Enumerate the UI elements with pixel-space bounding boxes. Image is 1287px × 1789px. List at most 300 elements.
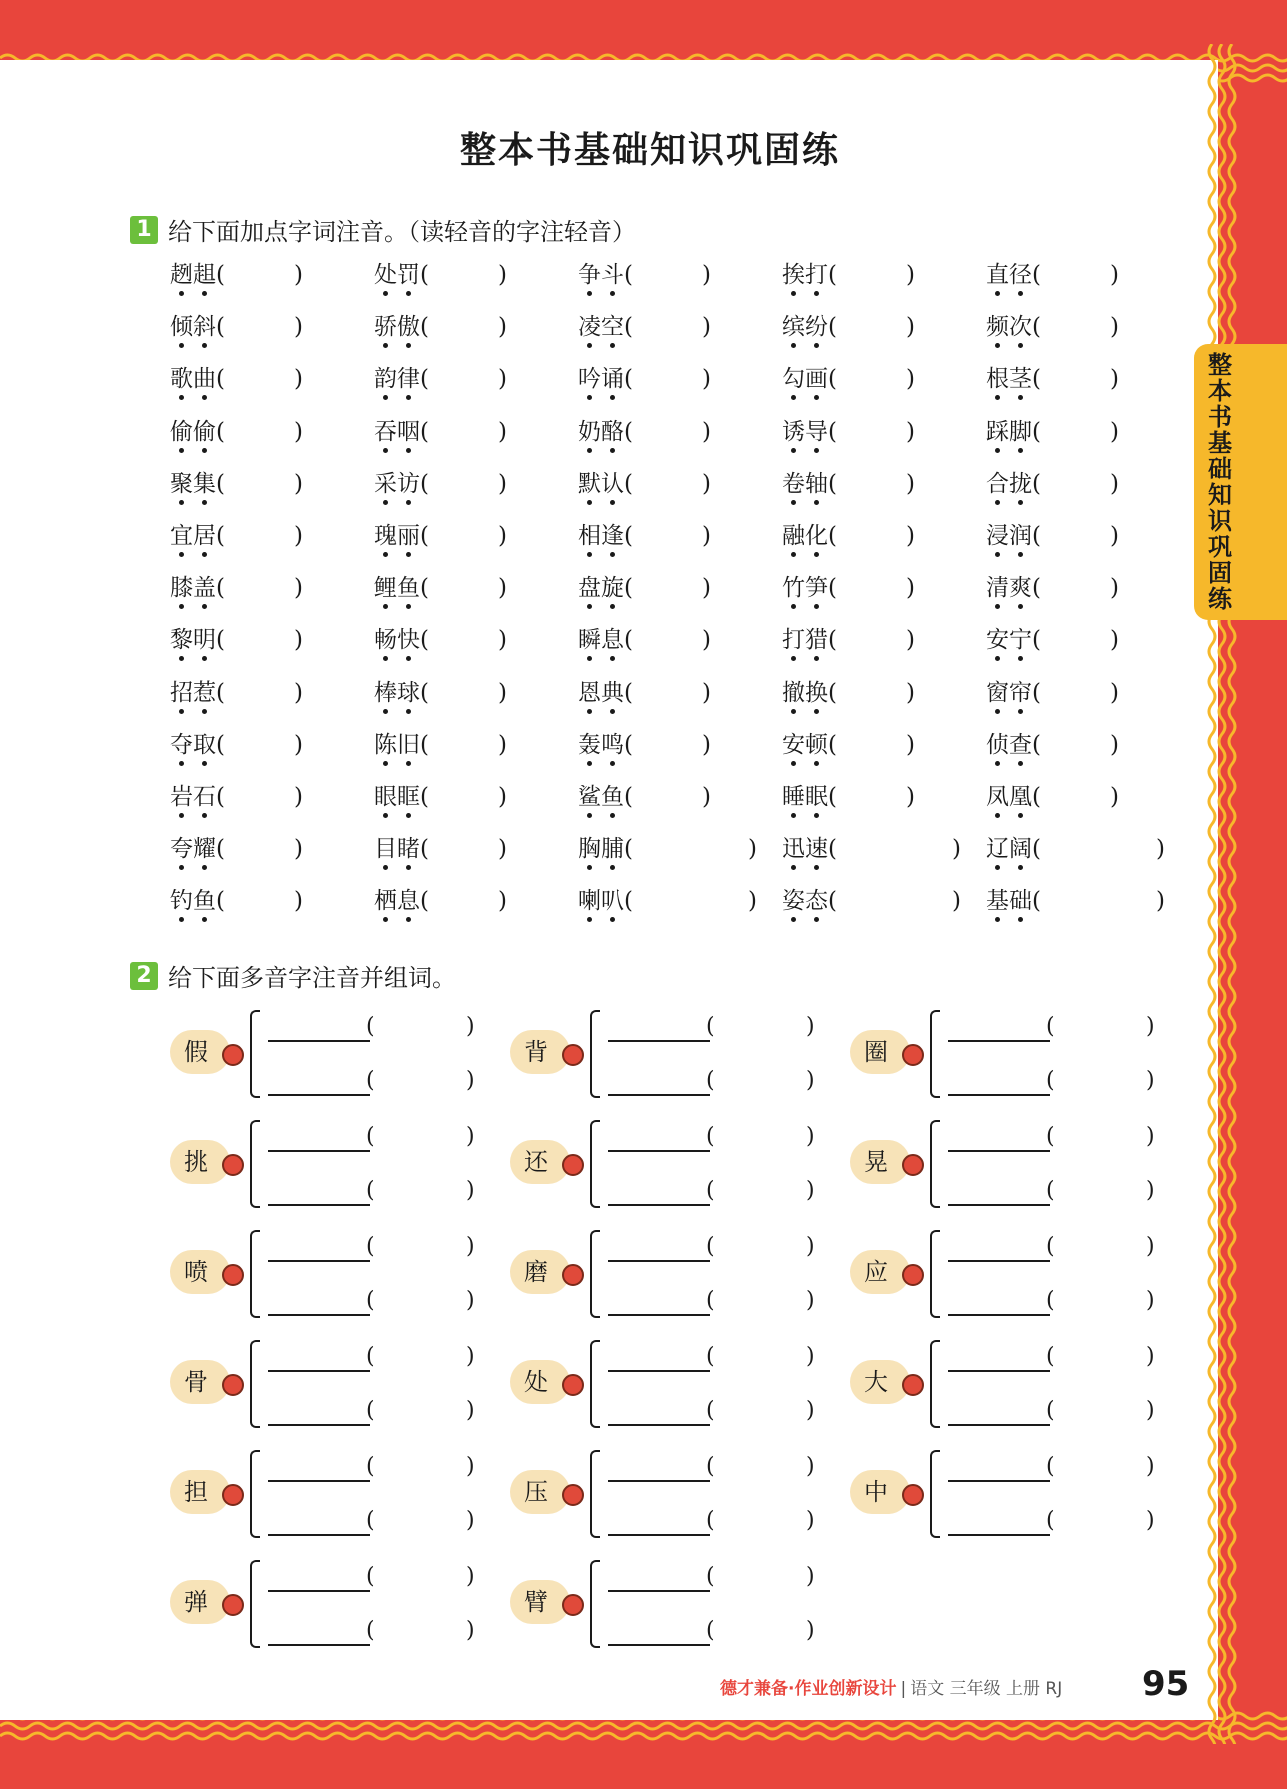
- emphasis-dot: [814, 761, 819, 766]
- emphasis-dot: [383, 813, 388, 818]
- pinyin-answer-blank[interactable]: (: [366, 1234, 375, 1259]
- polyphone-char: 骨: [170, 1360, 230, 1404]
- emphasis-dot: [179, 291, 184, 296]
- pinyin-word: 喇叭: [578, 882, 624, 915]
- word-answer-line[interactable]: [268, 1480, 370, 1482]
- brace-bracket: [590, 1560, 600, 1648]
- pinyin-answer-blank[interactable]: ( ): [420, 784, 507, 810]
- pinyin-answer-blank[interactable]: ( ): [216, 418, 303, 445]
- emphasis-dot: [610, 761, 615, 766]
- word-answer-line[interactable]: [608, 1590, 710, 1592]
- footer: [720, 1674, 1062, 1699]
- pinyin-answer-blank[interactable]: (: [706, 1068, 715, 1093]
- pinyin-answer-blank[interactable]: ( ): [420, 262, 507, 288]
- question-1-number: 1: [130, 216, 158, 244]
- word-answer-line[interactable]: [268, 1314, 370, 1316]
- pinyin-answer-blank[interactable]: ( ): [216, 627, 303, 654]
- pinyin-answer-blank[interactable]: ( ): [828, 679, 915, 706]
- apple-icon: [902, 1484, 924, 1506]
- brace-bracket: [930, 1230, 940, 1318]
- pinyin-item: [374, 778, 507, 811]
- emphasis-dot: [791, 291, 796, 296]
- pinyin-answer-blank[interactable]: ( ): [828, 888, 961, 915]
- pinyin-answer-blank[interactable]: (: [1046, 1014, 1055, 1039]
- pinyin-word: 棒球: [374, 674, 420, 707]
- pinyin-answer-blank[interactable]: ( ): [216, 784, 303, 810]
- pinyin-item: [578, 256, 711, 289]
- pinyin-answer-blank[interactable]: (: [1046, 1178, 1055, 1203]
- pinyin-answer-blank[interactable]: ( ): [1032, 836, 1165, 863]
- paren-close: ): [466, 1398, 475, 1423]
- apple-icon: [222, 1594, 244, 1616]
- pinyin-item: [986, 517, 1119, 550]
- emphasis-dot: [587, 552, 592, 557]
- pinyin-item: [170, 413, 303, 446]
- word-answer-line[interactable]: [268, 1150, 370, 1152]
- pinyin-answer-blank[interactable]: ( ): [420, 575, 507, 602]
- pinyin-word: 竹笋: [782, 569, 828, 602]
- pinyin-item: [578, 569, 711, 602]
- pinyin-word: 辽阔: [986, 830, 1032, 863]
- pinyin-answer-blank[interactable]: ( ): [828, 366, 915, 393]
- pinyin-word: 盘旋: [578, 569, 624, 602]
- pinyin-answer-blank[interactable]: ( ): [420, 627, 507, 654]
- polyphone-char: 大: [850, 1360, 910, 1404]
- word-answer-line[interactable]: [608, 1534, 710, 1536]
- pinyin-answer-blank[interactable]: (: [1046, 1454, 1055, 1479]
- pinyin-answer-blank[interactable]: ( ): [216, 366, 303, 393]
- pinyin-answer-blank[interactable]: (: [1046, 1344, 1055, 1369]
- emphasis-dot: [995, 448, 1000, 453]
- paren-close: ): [466, 1508, 475, 1533]
- pinyin-item: [374, 308, 507, 341]
- pinyin-word: 夸耀: [170, 830, 216, 863]
- pinyin-item: [986, 882, 1165, 915]
- word-answer-line[interactable]: [948, 1534, 1050, 1536]
- pinyin-answer-blank[interactable]: ( ): [1032, 366, 1119, 393]
- emphasis-dot: [814, 709, 819, 714]
- word-answer-line[interactable]: [268, 1644, 370, 1646]
- pinyin-answer-blank[interactable]: ( ): [624, 888, 757, 915]
- pinyin-answer-blank[interactable]: ( ): [828, 262, 915, 288]
- pinyin-word: 胸脯: [578, 830, 624, 863]
- pinyin-word: 倾斜: [170, 308, 216, 341]
- paren-close: ): [466, 1068, 475, 1093]
- word-answer-line[interactable]: [608, 1480, 710, 1482]
- pinyin-answer-blank[interactable]: (: [706, 1014, 715, 1039]
- pinyin-item: [374, 830, 507, 863]
- brace-bracket: [930, 1340, 940, 1428]
- decorative-wave-border-right: [1200, 44, 1246, 1744]
- word-answer-line[interactable]: [608, 1040, 710, 1042]
- pinyin-word: 凤凰: [986, 778, 1032, 811]
- pinyin-word: 夺取: [170, 726, 216, 759]
- word-answer-line[interactable]: [268, 1260, 370, 1262]
- brace-bracket: [250, 1560, 260, 1648]
- emphasis-dot: [814, 552, 819, 557]
- pinyin-answer-blank[interactable]: ( ): [828, 314, 915, 341]
- emphasis-dot: [814, 500, 819, 505]
- pinyin-answer-blank[interactable]: ( ): [216, 470, 303, 497]
- pinyin-item: [170, 465, 303, 498]
- pinyin-answer-blank[interactable]: (: [366, 1398, 375, 1423]
- pinyin-answer-blank[interactable]: ( ): [828, 627, 915, 654]
- pinyin-word: 直径: [986, 256, 1032, 289]
- pinyin-answer-blank[interactable]: ( ): [420, 418, 507, 445]
- emphasis-dot: [791, 813, 796, 818]
- pinyin-answer-blank[interactable]: ( ): [1032, 314, 1119, 341]
- word-answer-line[interactable]: [268, 1534, 370, 1536]
- word-answer-line[interactable]: [608, 1150, 710, 1152]
- pinyin-answer-blank[interactable]: (: [706, 1454, 715, 1479]
- pinyin-word: 缤纷: [782, 308, 828, 341]
- pinyin-answer-blank[interactable]: ( ): [420, 836, 507, 863]
- word-answer-line[interactable]: [268, 1204, 370, 1206]
- pinyin-answer-blank[interactable]: (: [366, 1288, 375, 1313]
- emphasis-dot: [406, 448, 411, 453]
- pinyin-item: [782, 256, 915, 289]
- pinyin-word: 睡眠: [782, 778, 828, 811]
- pinyin-answer-blank[interactable]: ( ): [1032, 888, 1165, 915]
- pinyin-item: [374, 674, 507, 707]
- pinyin-answer-blank[interactable]: (: [366, 1564, 375, 1589]
- emphasis-dot: [610, 552, 615, 557]
- pinyin-item: [986, 778, 1119, 811]
- pinyin-answer-blank[interactable]: ( ): [1032, 523, 1119, 549]
- pinyin-answer-blank[interactable]: ( ): [216, 523, 303, 549]
- paren-close: ): [1146, 1508, 1155, 1533]
- pinyin-word: 眼眶: [374, 778, 420, 811]
- pinyin-answer-blank[interactable]: ( ): [420, 888, 507, 915]
- pinyin-answer-blank[interactable]: ( ): [828, 836, 961, 863]
- pinyin-item: [986, 830, 1165, 863]
- pinyin-answer-blank[interactable]: (: [1046, 1288, 1055, 1313]
- polyphone-char: 喷: [170, 1250, 230, 1294]
- emphasis-dot: [179, 448, 184, 453]
- polyphone-char: 圈: [850, 1030, 910, 1074]
- paren-close: ): [806, 1068, 815, 1093]
- paren-close: ): [466, 1124, 475, 1149]
- pinyin-answer-blank[interactable]: ( ): [216, 731, 303, 758]
- pinyin-word: 凌空: [578, 308, 624, 341]
- pinyin-answer-blank[interactable]: (: [366, 1344, 375, 1369]
- brace-bracket: [250, 1010, 260, 1098]
- word-answer-line[interactable]: [948, 1150, 1050, 1152]
- paren-close: ): [466, 1454, 475, 1479]
- word-answer-line[interactable]: [608, 1260, 710, 1262]
- pinyin-item: [170, 569, 303, 602]
- pinyin-word: 钓鱼: [170, 882, 216, 915]
- pinyin-answer-blank[interactable]: ( ): [828, 731, 915, 758]
- polyphone-char: 晃: [850, 1140, 910, 1184]
- pinyin-answer-blank[interactable]: (: [1046, 1068, 1055, 1093]
- pinyin-item: [782, 413, 915, 446]
- paren-close: ): [806, 1344, 815, 1369]
- emphasis-dot: [995, 291, 1000, 296]
- word-answer-line[interactable]: [948, 1094, 1050, 1096]
- emphasis-dot: [814, 448, 819, 453]
- word-answer-line[interactable]: [948, 1370, 1050, 1372]
- pinyin-answer-blank[interactable]: ( ): [1032, 262, 1119, 288]
- pinyin-word: 偷偷: [170, 413, 216, 446]
- word-answer-line[interactable]: [608, 1204, 710, 1206]
- pinyin-answer-blank[interactable]: (: [366, 1014, 375, 1039]
- pinyin-answer-blank[interactable]: ( ): [216, 836, 303, 863]
- word-answer-line[interactable]: [608, 1644, 710, 1646]
- apple-icon: [562, 1154, 584, 1176]
- word-answer-line[interactable]: [608, 1370, 710, 1372]
- paren-close: ): [806, 1508, 815, 1533]
- word-answer-line[interactable]: [608, 1314, 710, 1316]
- brace-bracket: [590, 1340, 600, 1428]
- pinyin-item: [782, 569, 915, 602]
- pinyin-word: 采访: [374, 465, 420, 498]
- pinyin-answer-blank[interactable]: ( ): [216, 679, 303, 706]
- paren-close: ): [466, 1178, 475, 1203]
- brace-bracket: [250, 1340, 260, 1428]
- pinyin-answer-blank[interactable]: ( ): [420, 523, 507, 549]
- pinyin-answer-blank[interactable]: ( ): [828, 523, 915, 549]
- pinyin-answer-blank[interactable]: (: [366, 1178, 375, 1203]
- pinyin-word: 奶酪: [578, 413, 624, 446]
- pinyin-answer-blank[interactable]: ( ): [1032, 784, 1119, 810]
- pinyin-answer-blank[interactable]: ( ): [420, 314, 507, 341]
- pinyin-answer-blank[interactable]: (: [366, 1068, 375, 1093]
- brace-bracket: [930, 1450, 940, 1538]
- emphasis-dot: [383, 448, 388, 453]
- word-answer-line[interactable]: [268, 1040, 370, 1042]
- pinyin-answer-blank[interactable]: (: [1046, 1398, 1055, 1423]
- emphasis-dot: [995, 709, 1000, 714]
- pinyin-answer-blank[interactable]: ( ): [624, 366, 711, 393]
- pinyin-word: 侦查: [986, 726, 1032, 759]
- pinyin-word: 姿态: [782, 882, 828, 915]
- pinyin-word: 打猎: [782, 621, 828, 654]
- pinyin-answer-blank[interactable]: ( ): [828, 784, 915, 810]
- pinyin-item: [986, 413, 1119, 446]
- pinyin-answer-blank[interactable]: ( ): [624, 784, 711, 810]
- pinyin-answer-blank[interactable]: ( ): [1032, 470, 1119, 497]
- pinyin-answer-blank[interactable]: (: [1046, 1234, 1055, 1259]
- emphasis-dot: [202, 448, 207, 453]
- pinyin-word: 勾画: [782, 360, 828, 393]
- pinyin-item: [578, 308, 711, 341]
- pinyin-item: [374, 413, 507, 446]
- emphasis-dot: [179, 552, 184, 557]
- pinyin-answer-blank[interactable]: ( ): [420, 679, 507, 706]
- pinyin-answer-blank[interactable]: (: [1046, 1508, 1055, 1533]
- word-answer-line[interactable]: [268, 1590, 370, 1592]
- pinyin-word: 宜居: [170, 517, 216, 550]
- word-answer-line[interactable]: [608, 1094, 710, 1096]
- pinyin-item: [782, 674, 915, 707]
- paren-close: ): [806, 1124, 815, 1149]
- word-answer-line[interactable]: [948, 1260, 1050, 1262]
- pinyin-answer-blank[interactable]: (: [366, 1618, 375, 1643]
- emphasis-dot: [791, 448, 796, 453]
- pinyin-item: [782, 517, 915, 550]
- pinyin-item: [170, 517, 303, 550]
- page-number: 95: [1142, 1664, 1190, 1704]
- pinyin-answer-blank[interactable]: (: [706, 1508, 715, 1533]
- polyphone-char: 臂: [510, 1580, 570, 1624]
- word-answer-line[interactable]: [948, 1424, 1050, 1426]
- word-answer-line[interactable]: [268, 1424, 370, 1426]
- emphasis-dot: [587, 500, 592, 505]
- emphasis-dot: [202, 500, 207, 505]
- paren-close: ): [806, 1178, 815, 1203]
- pinyin-answer-blank[interactable]: ( ): [1032, 679, 1119, 706]
- emphasis-dot: [1018, 500, 1023, 505]
- emphasis-dot: [1018, 291, 1023, 296]
- pinyin-item: [782, 308, 915, 341]
- pinyin-word: 骄傲: [374, 308, 420, 341]
- pinyin-answer-blank[interactable]: (: [706, 1344, 715, 1369]
- pinyin-item: [578, 413, 711, 446]
- pinyin-word: 趔趄: [170, 256, 216, 289]
- paren-close: ): [1146, 1398, 1155, 1423]
- pinyin-answer-blank[interactable]: ( ): [420, 470, 507, 497]
- paren-close: ): [466, 1288, 475, 1313]
- polyphone-char: 压: [510, 1470, 570, 1514]
- pinyin-word: 安顿: [782, 726, 828, 759]
- word-answer-line[interactable]: [948, 1314, 1050, 1316]
- brace-bracket: [930, 1010, 940, 1098]
- pinyin-answer-blank[interactable]: ( ): [624, 418, 711, 445]
- emphasis-dot: [202, 761, 207, 766]
- emphasis-dot: [383, 500, 388, 505]
- pinyin-answer-blank[interactable]: ( ): [624, 627, 711, 654]
- pinyin-word: 基础: [986, 882, 1032, 915]
- brace-bracket: [590, 1230, 600, 1318]
- footer-brand: 德才兼备·作业创新设计: [720, 1679, 897, 1699]
- paren-close: ): [1146, 1454, 1155, 1479]
- pinyin-answer-blank[interactable]: ( ): [420, 731, 507, 758]
- apple-icon: [222, 1264, 244, 1286]
- polyphone-char: 中: [850, 1470, 910, 1514]
- pinyin-answer-blank[interactable]: ( ): [1032, 731, 1119, 758]
- paren-close: ): [1146, 1068, 1155, 1093]
- pinyin-answer-blank[interactable]: (: [366, 1508, 375, 1533]
- word-answer-line[interactable]: [948, 1040, 1050, 1042]
- pinyin-answer-blank[interactable]: ( ): [828, 575, 915, 602]
- apple-icon: [902, 1264, 924, 1286]
- pinyin-answer-blank[interactable]: ( ): [216, 262, 303, 288]
- pinyin-answer-blank[interactable]: (: [706, 1564, 715, 1589]
- word-answer-line[interactable]: [268, 1094, 370, 1096]
- pinyin-answer-blank[interactable]: ( ): [624, 836, 757, 863]
- paren-close: ): [1146, 1288, 1155, 1313]
- pinyin-answer-blank[interactable]: (: [366, 1124, 375, 1149]
- paren-close: ): [1146, 1124, 1155, 1149]
- emphasis-dot: [587, 761, 592, 766]
- word-answer-line[interactable]: [948, 1204, 1050, 1206]
- pinyin-answer-blank[interactable]: ( ): [216, 314, 303, 341]
- pinyin-answer-blank[interactable]: ( ): [624, 470, 711, 497]
- pinyin-answer-blank[interactable]: ( ): [828, 470, 915, 497]
- emphasis-dot: [202, 813, 207, 818]
- pinyin-word: 歌曲: [170, 360, 216, 393]
- pinyin-answer-blank[interactable]: ( ): [828, 418, 915, 445]
- pinyin-item: [374, 882, 507, 915]
- pinyin-answer-blank[interactable]: ( ): [624, 731, 711, 758]
- pinyin-item: [986, 465, 1119, 498]
- pinyin-item: [986, 256, 1119, 289]
- pinyin-answer-blank[interactable]: ( ): [1032, 418, 1119, 445]
- pinyin-item: [170, 621, 303, 654]
- pinyin-answer-blank[interactable]: (: [706, 1124, 715, 1149]
- pinyin-item: [986, 569, 1119, 602]
- pinyin-answer-blank[interactable]: ( ): [216, 888, 303, 915]
- pinyin-answer-blank[interactable]: ( ): [1032, 575, 1119, 602]
- pinyin-answer-blank[interactable]: ( ): [624, 575, 711, 602]
- apple-icon: [562, 1594, 584, 1616]
- apple-icon: [222, 1484, 244, 1506]
- pinyin-answer-blank[interactable]: (: [706, 1234, 715, 1259]
- apple-icon: [222, 1044, 244, 1066]
- pinyin-answer-blank[interactable]: ( ): [624, 679, 711, 706]
- pinyin-answer-blank[interactable]: ( ): [1032, 627, 1119, 654]
- pinyin-word: 栖息: [374, 882, 420, 915]
- pinyin-answer-blank[interactable]: ( ): [420, 366, 507, 393]
- pinyin-item: [986, 726, 1119, 759]
- pinyin-answer-blank[interactable]: ( ): [624, 262, 711, 288]
- polyphone-char: 弹: [170, 1580, 230, 1624]
- pinyin-answer-blank[interactable]: (: [706, 1288, 715, 1313]
- pinyin-answer-blank[interactable]: (: [706, 1398, 715, 1423]
- pinyin-word: 招惹: [170, 674, 216, 707]
- apple-icon: [562, 1264, 584, 1286]
- pinyin-item: [986, 621, 1119, 654]
- pinyin-answer-blank[interactable]: (: [366, 1454, 375, 1479]
- pinyin-item: [374, 621, 507, 654]
- pinyin-answer-blank[interactable]: ( ): [216, 575, 303, 602]
- pinyin-item: [170, 830, 303, 863]
- emphasis-dot: [995, 500, 1000, 505]
- pinyin-answer-blank[interactable]: (: [1046, 1124, 1055, 1149]
- emphasis-dot: [202, 552, 207, 557]
- pinyin-item: [170, 256, 303, 289]
- paren-close: ): [1146, 1234, 1155, 1259]
- pinyin-answer-blank[interactable]: ( ): [624, 523, 711, 549]
- pinyin-word: 卷轴: [782, 465, 828, 498]
- paren-close: ): [1146, 1014, 1155, 1039]
- pinyin-word: 吞咽: [374, 413, 420, 446]
- word-answer-line[interactable]: [948, 1480, 1050, 1482]
- pinyin-word: 默认: [578, 465, 624, 498]
- pinyin-item: [578, 726, 711, 759]
- pinyin-word: 轰鸣: [578, 726, 624, 759]
- polyphone-char: 还: [510, 1140, 570, 1184]
- pinyin-item: [374, 517, 507, 550]
- brace-bracket: [590, 1010, 600, 1098]
- word-answer-line[interactable]: [268, 1370, 370, 1372]
- brace-bracket: [590, 1450, 600, 1538]
- apple-icon: [562, 1484, 584, 1506]
- paren-close: ): [806, 1288, 815, 1313]
- pinyin-word: 浸润: [986, 517, 1032, 550]
- pinyin-item: [374, 465, 507, 498]
- polyphone-char: 挑: [170, 1140, 230, 1184]
- pinyin-word: 挨打: [782, 256, 828, 289]
- emphasis-dot: [995, 552, 1000, 557]
- paren-close: ): [806, 1234, 815, 1259]
- pinyin-answer-blank[interactable]: ( ): [624, 314, 711, 341]
- word-answer-line[interactable]: [608, 1424, 710, 1426]
- pinyin-answer-blank[interactable]: (: [706, 1618, 715, 1643]
- emphasis-dot: [406, 500, 411, 505]
- pinyin-answer-blank[interactable]: (: [706, 1178, 715, 1203]
